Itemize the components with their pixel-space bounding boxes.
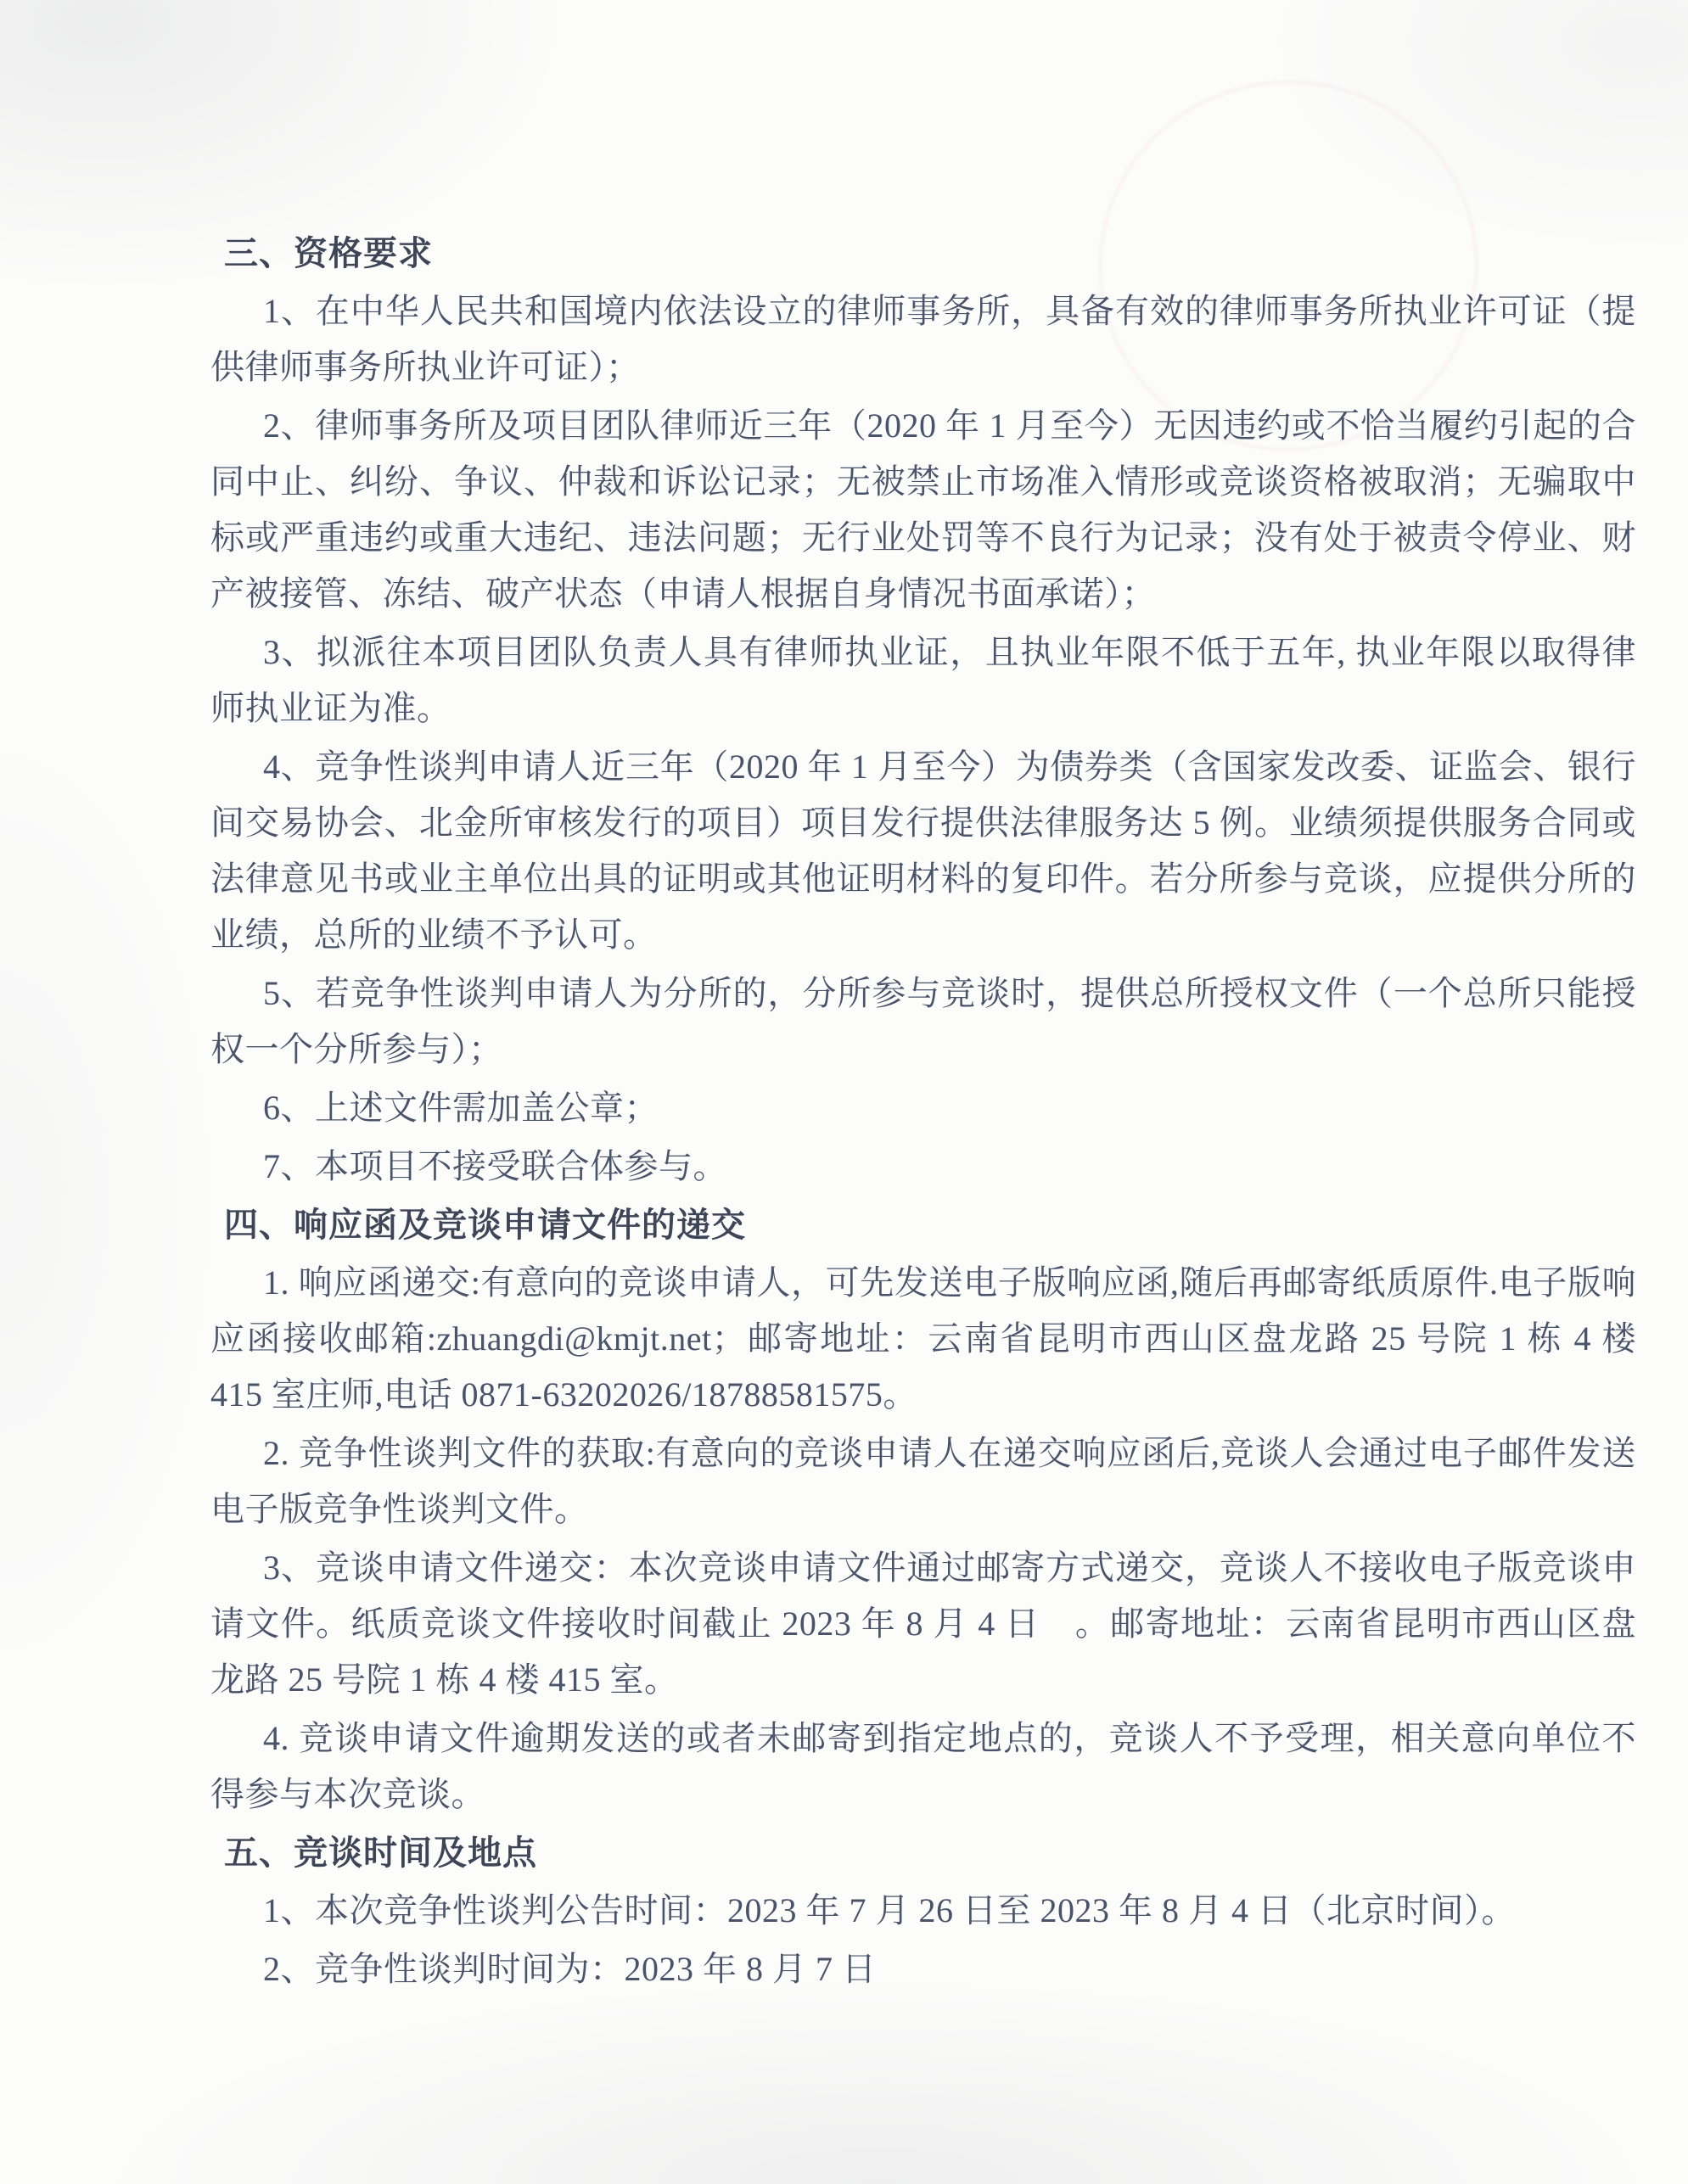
paragraph: 1、本次竞争性谈判公告时间：2023 年 7 月 26 日至 2023 年 8 月 4 日（北京时间）。 (263, 1891, 1516, 1929)
paragraph: 1、在中华人民共和国境内依法设立的律师事务所，具备有效的律师事务所执业许可证（提供律师事务所执业许可证）； (210, 292, 1636, 386)
paragraph: 2、律师事务所及项目团队律师近三年（2020 年 1 月至今）无因违约或不恰当履约引起的合同中止、纠纷、争议、仲裁和诉讼记录；无被禁止市场准入情形或竞谈资格被取消；无骗取中标或严重违约或重大违纪、违法问题；无行业处罚等不良行为记录；没有处于被责令停业、财产被接管、冻结、破产状态（申请人根据自身情况书面承诺）； (210, 406, 1636, 613)
paragraph: 5、若竞争性谈判申请人为分所的，分所参与竞谈时，提供总所授权文件（一个总所只能授权一个分所参与）； (210, 974, 1636, 1068)
paragraph: 7、本项目不接受联合体参与。 (263, 1147, 727, 1185)
paragraph: 3、拟派往本项目团队负责人具有律师执业证，且执业年限不低于五年, 执业年限以取得律师执业证为准。 (210, 633, 1636, 727)
paragraph: 6、上述文件需加盖公章； (263, 1089, 659, 1127)
paragraph: 2、竞争性谈判时间为：2023 年 8 月 7 日 (263, 1950, 877, 1988)
paragraph: 4、竞争性谈判申请人近三年（2020 年 1 月至今）为债券类（含国家发改委、证监会、银行间交易协会、北金所审核发行的项目）项目发行提供法律服务达 5 例。业绩须提供服务合同或法律意见书或业主单位出具的证明或其他证明材料的复印件。若分所参与竞谈，应提供分所的业绩，总所的业绩不予认可。 (210, 748, 1636, 954)
paragraph: 2. 竞争性谈判文件的获取:有意向的竞谈申请人在递交响应函后,竞谈人会通过电子邮件发送电子版竞争性谈判文件。 (210, 1434, 1636, 1528)
section-heading: 五、竞谈时间及地点 (224, 1834, 537, 1872)
document-content (210, 226, 1636, 2000)
section-heading: 四、响应函及竞谈申请文件的递交 (224, 1207, 746, 1244)
section-heading: 三、资格要求 (224, 235, 433, 272)
paragraph: 4. 竞谈申请文件逾期发送的或者未邮寄到指定地点的，竞谈人不予受理，相关意向单位不得参与本次竞谈。 (210, 1719, 1636, 1813)
paragraph: 3、竞谈申请文件递交：本次竞谈申请文件通过邮寄方式递交，竞谈人不接收电子版竞谈申请文件。纸质竞谈文件接收时间截止 2023 年 8 月 4 日 。邮寄地址：云南省昆明市西山区盘龙路 25 号院 1 栋 4 楼 415 室。 (210, 1548, 1636, 1699)
paragraph: 1. 响应函递交:有意向的竞谈申请人，可先发送电子版响应函,随后再邮寄纸质原件.电子版响应函接收邮箱:zhuangdi@kmjt.net；邮寄地址：云南省昆明市西山区盘龙路 25 号院 1 栋 4 楼 415 室庄师,电话 0871-63202026/18788581575。 (210, 1263, 1636, 1414)
